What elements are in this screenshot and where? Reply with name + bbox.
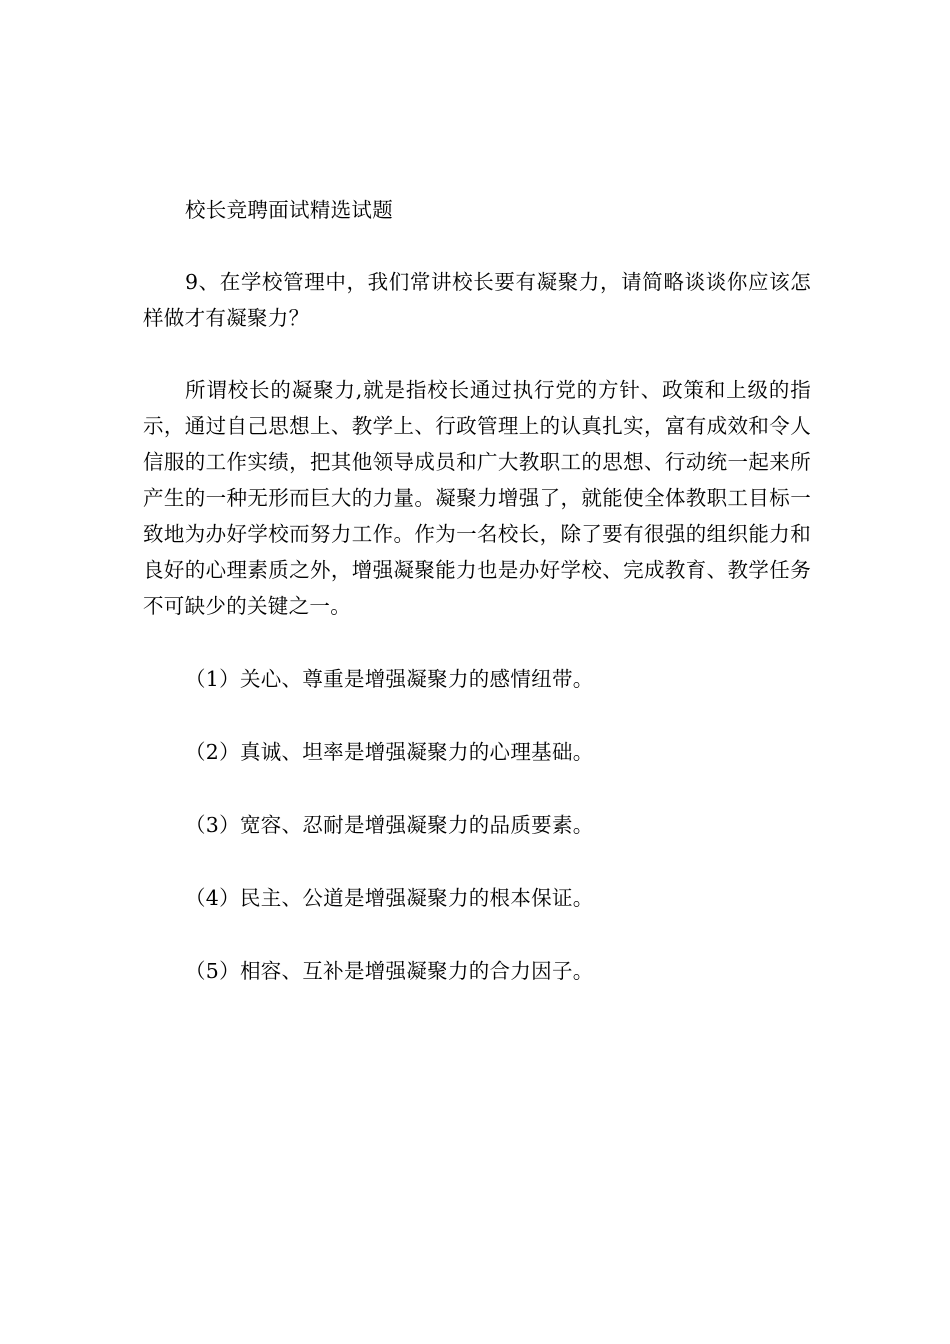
point-item-3: （3）宽容、忍耐是增强凝聚力的品质要素。 — [185, 813, 594, 837]
point-item-5: （5）相容、互补是增强凝聚力的合力因子。 — [185, 959, 594, 983]
document-title: 校长竞聘面试精选试题 — [185, 198, 393, 222]
point-item-4: （4）民主、公道是增强凝聚力的根本保证。 — [185, 886, 594, 910]
point-item-1: （1）关心、尊重是增强凝聚力的感情纽带。 — [185, 667, 594, 691]
point-item-2: （2）真诚、坦率是增强凝聚力的心理基础。 — [185, 740, 594, 764]
document-body — [143, 192, 811, 1026]
question-paragraph: 9、在学校管理中，我们常讲校长要有凝聚力，请简略谈谈你应该怎样做才有凝聚力？ — [143, 270, 811, 330]
answer-paragraph: 所谓校长的凝聚力,就是指校长通过执行党的方针、政策和上级的指示，通过自己思想上、教学上、行政管理上的认真扎实，富有成效和令人信服的工作实绩，把其他领导成员和广大教职工的思想、行动统一起来所产生的一种无形而巨大的力量。凝聚力增强了，就能使全体教职工目标一致地为办好学校而努力工作。作为一名校长，除了要有很强的组织能力和良好的心理素质之外，增强凝聚能力也是办好学校、完成教育、教学任务不可缺少的关键之一。 — [143, 378, 811, 618]
